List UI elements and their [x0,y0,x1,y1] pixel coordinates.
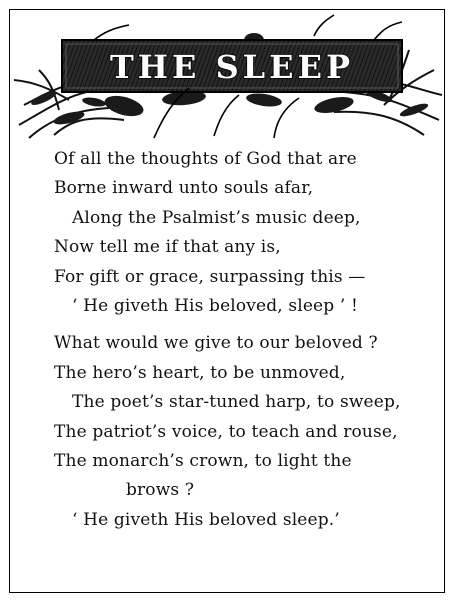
poem-line: What would we give to our beloved ? [54,333,378,354]
poem-line: Borne inward unto souls afar, [54,178,314,199]
poem-line: Of all the thoughts of God that are [54,149,357,169]
engraved-title-banner [14,10,444,140]
poem-line: The hero’s heart, to be unmoved, [54,362,346,383]
poem [54,145,439,535]
poem-line: The poet’s star-tuned harp, to sweep, [72,392,401,413]
poem-line: ‘ He giveth His beloved sleep.’ [72,509,340,530]
stanza-1 [54,145,439,321]
poem-line: The patriot’s voice, to teach and rouse, [54,421,398,442]
poem-line: brows ? [126,480,195,501]
poem-line: Along the Psalmist’s music deep, [72,207,361,228]
poem-line: The monarch’s crown, to light the [54,451,352,472]
title-text: THE SLEEP [109,48,355,86]
poem-line: ‘ He giveth His beloved, sleep ’ ! [72,296,358,317]
stanza-2 [54,329,439,535]
poem-line: Now tell me if that any is, [54,237,281,258]
poem-line: For gift or grace, surpassing this — [54,266,366,287]
stanza-divider [54,321,439,329]
